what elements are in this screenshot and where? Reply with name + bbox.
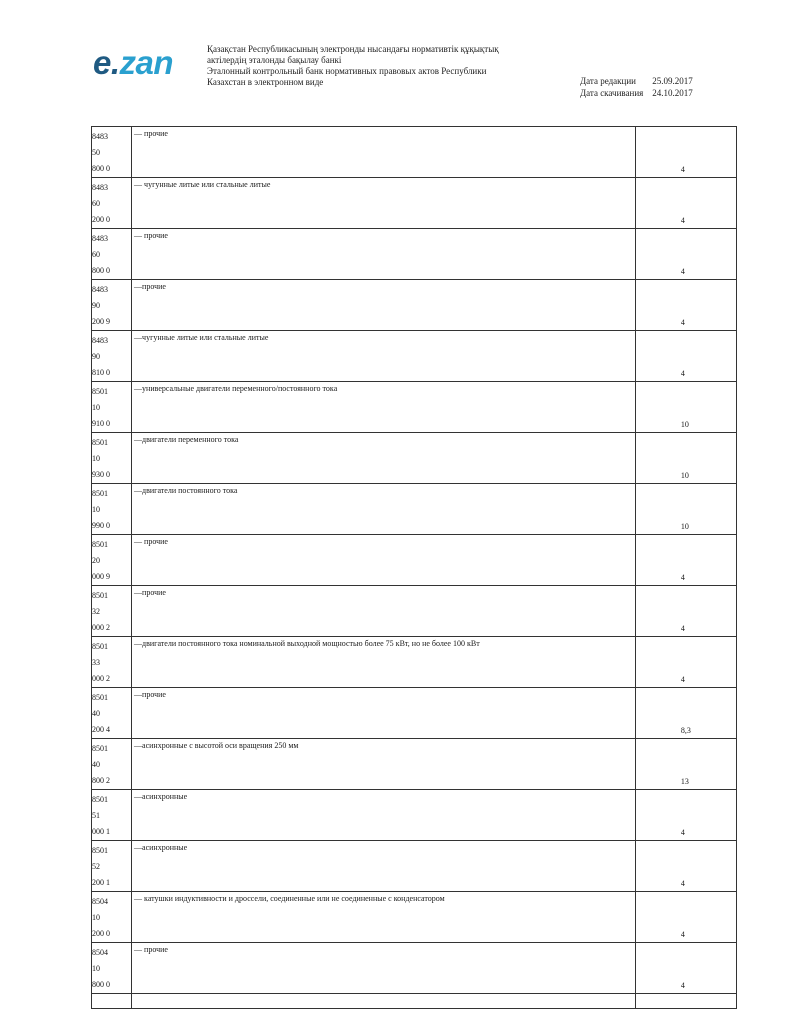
description-cell: [132, 739, 636, 790]
empty-cell: [132, 994, 636, 1009]
empty-cell: [92, 994, 132, 1009]
code-part: 40: [92, 709, 100, 718]
rate-cell: [635, 841, 736, 892]
code-part: 8483: [92, 234, 108, 243]
table-row: [92, 229, 737, 280]
table-row: [92, 280, 737, 331]
code-part: 000 9: [92, 572, 110, 581]
code-part: 800 0: [92, 266, 110, 275]
tn-ved-code: [92, 588, 131, 636]
code-part: 8483: [92, 285, 108, 294]
table-row: [92, 178, 737, 229]
tn-ved-code: [92, 486, 131, 534]
table-row: [92, 892, 737, 943]
code-part: 200 9: [92, 317, 110, 326]
code-cell: [92, 229, 132, 280]
code-cell: [92, 688, 132, 739]
rate-value: 4: [680, 879, 685, 888]
tn-ved-code: [92, 945, 131, 993]
code-part: 8504: [92, 948, 108, 957]
description-text: —прочие: [134, 690, 166, 699]
rate-cell: [635, 127, 736, 178]
table-row: [92, 484, 737, 535]
code-part: 40: [92, 760, 100, 769]
code-part: 800 0: [92, 980, 110, 989]
code-cell: [92, 586, 132, 637]
code-cell: [92, 535, 132, 586]
description-text: — прочие: [134, 945, 168, 954]
header-line-1: Қазақстан Республикасының электронды нысандағы нормативтік құқықтық: [207, 44, 499, 54]
table-row: [92, 943, 737, 994]
tn-ved-code: [92, 384, 131, 432]
code-part: 10: [92, 913, 100, 922]
tn-ved-code: [92, 741, 131, 789]
code-cell: [92, 280, 132, 331]
description-cell: [132, 943, 636, 994]
description-text: — прочие: [134, 129, 168, 138]
description-cell: [132, 535, 636, 586]
code-part: 90: [92, 352, 100, 361]
rate-cell: [635, 637, 736, 688]
table-row: [92, 382, 737, 433]
code-part: 8501: [92, 642, 108, 651]
description-cell: [132, 229, 636, 280]
code-cell: [92, 331, 132, 382]
code-part: 51: [92, 811, 100, 820]
table-row: [92, 127, 737, 178]
code-part: 8483: [92, 336, 108, 345]
code-cell: [92, 892, 132, 943]
ezan-logo: [93, 46, 173, 79]
code-part: 8504: [92, 897, 108, 906]
code-cell: [92, 382, 132, 433]
table-row: [92, 331, 737, 382]
rate-value: 8,3: [680, 726, 691, 735]
rate-value: 4: [680, 369, 685, 378]
code-part: 000 1: [92, 827, 110, 836]
rate-cell: [635, 739, 736, 790]
description-text: —двигатели постоянного тока: [134, 486, 238, 495]
tn-ved-code: [92, 282, 131, 330]
tn-ved-code: [92, 639, 131, 687]
rate-value: 4: [680, 318, 685, 327]
code-part: 8501: [92, 795, 108, 804]
rate-value: 4: [680, 165, 685, 174]
rate-cell: [635, 688, 736, 739]
description-cell: [132, 637, 636, 688]
download-date-value: 24.10.2017: [652, 88, 693, 98]
code-part: 60: [92, 199, 100, 208]
tn-ved-code: [92, 180, 131, 228]
rate-value: 13: [680, 777, 689, 786]
tn-ved-code: [92, 843, 131, 891]
description-text: — прочие: [134, 231, 168, 240]
code-part: 52: [92, 862, 100, 871]
code-part: 10: [92, 454, 100, 463]
description-text: —прочие: [134, 588, 166, 597]
code-cell: [92, 127, 132, 178]
rate-cell: [635, 892, 736, 943]
description-text: —двигатели постоянного тока номинальной выходной мощностью более 75 кВт, но не более 100 кВт: [134, 639, 480, 648]
code-part: 200 0: [92, 929, 110, 938]
tn-ved-code: [92, 894, 131, 942]
description-text: —асинхронные с высотой оси вращения 250 мм: [134, 741, 299, 750]
rate-cell: [635, 586, 736, 637]
code-part: 33: [92, 658, 100, 667]
code-part: 910 0: [92, 419, 110, 428]
description-cell: [132, 127, 636, 178]
rate-value: 10: [680, 420, 689, 429]
code-part: 8501: [92, 387, 108, 396]
rate-value: 10: [680, 522, 689, 531]
tn-ved-code: [92, 792, 131, 840]
empty-row: [92, 994, 737, 1009]
code-part: 810 0: [92, 368, 110, 377]
rate-cell: [635, 484, 736, 535]
logo-e: e: [93, 44, 111, 81]
tn-ved-code: [92, 231, 131, 279]
edit-date-value: 25.09.2017: [652, 76, 693, 86]
description-text: —асинхронные: [134, 792, 188, 801]
table-row: [92, 586, 737, 637]
code-part: 8483: [92, 132, 108, 141]
rate-value: 4: [680, 216, 685, 225]
edit-date-label: Дата редакции: [580, 76, 636, 86]
code-part: 200 4: [92, 725, 110, 734]
code-part: 8501: [92, 693, 108, 702]
code-part: 60: [92, 250, 100, 259]
header-text: [207, 44, 499, 88]
code-part: 20: [92, 556, 100, 565]
code-part: 10: [92, 403, 100, 412]
code-part: 10: [92, 964, 100, 973]
code-part: 800 2: [92, 776, 110, 785]
description-cell: [132, 178, 636, 229]
code-cell: [92, 790, 132, 841]
download-date-row: [580, 87, 693, 99]
code-part: 8501: [92, 438, 108, 447]
tn-ved-code: [92, 690, 131, 738]
rate-value: 4: [680, 981, 685, 990]
rate-value: 4: [680, 930, 685, 939]
header-line-3: Эталонный контрольный банк нормативных правовых актов Республики: [207, 66, 487, 76]
description-text: —универсальные двигатели переменного/постоянного тока: [134, 384, 338, 393]
description-cell: [132, 280, 636, 331]
rate-cell: [635, 178, 736, 229]
rate-cell: [635, 433, 736, 484]
code-part: 50: [92, 148, 100, 157]
rate-cell: [635, 280, 736, 331]
table-row: [92, 790, 737, 841]
code-part: 200 1: [92, 878, 110, 887]
description-text: —двигатели переменного тока: [134, 435, 239, 444]
tariff-table-body: [92, 127, 737, 1009]
download-date-label: Дата скачивания: [580, 88, 644, 98]
tn-ved-code: [92, 537, 131, 585]
code-part: 800 0: [92, 164, 110, 173]
table-row: [92, 535, 737, 586]
description-text: — катушки индуктивности и дроссели, соединенные или не соединенные с конденсатором: [134, 894, 445, 903]
edit-date-row: [580, 75, 693, 87]
tn-ved-code: [92, 333, 131, 381]
logo-zan: zan: [119, 44, 174, 81]
description-text: — чугунные литые или стальные литые: [134, 180, 271, 189]
rate-value: 4: [680, 675, 685, 684]
description-cell: [132, 841, 636, 892]
description-cell: [132, 484, 636, 535]
code-part: 8501: [92, 591, 108, 600]
rate-cell: [635, 943, 736, 994]
description-cell: [132, 433, 636, 484]
description-cell: [132, 382, 636, 433]
description-text: —прочие: [134, 282, 166, 291]
rate-cell: [635, 229, 736, 280]
code-part: 8501: [92, 846, 108, 855]
description-text: —чугунные литые или стальные литые: [134, 333, 269, 342]
rate-cell: [635, 535, 736, 586]
code-cell: [92, 433, 132, 484]
rate-cell: [635, 382, 736, 433]
description-text: — прочие: [134, 537, 168, 546]
description-cell: [132, 688, 636, 739]
code-part: 8501: [92, 489, 108, 498]
table-row: [92, 433, 737, 484]
table-row: [92, 841, 737, 892]
code-part: 8501: [92, 744, 108, 753]
tn-ved-code: [92, 435, 131, 483]
code-part: 200 0: [92, 215, 110, 224]
code-part: 32: [92, 607, 100, 616]
code-part: 000 2: [92, 674, 110, 683]
code-cell: [92, 739, 132, 790]
code-part: 8501: [92, 540, 108, 549]
rate-value: 4: [680, 624, 685, 633]
description-text: —асинхронные: [134, 843, 188, 852]
code-cell: [92, 484, 132, 535]
table-row: [92, 688, 737, 739]
code-part: 990 0: [92, 521, 110, 530]
code-part: 10: [92, 505, 100, 514]
code-cell: [92, 943, 132, 994]
rate-cell: [635, 331, 736, 382]
header-line-4: Казахстан в электронном виде: [207, 77, 324, 87]
description-cell: [132, 790, 636, 841]
code-cell: [92, 637, 132, 688]
rate-value: 4: [680, 573, 685, 582]
code-part: 000 2: [92, 623, 110, 632]
header-dates: [580, 75, 693, 99]
rate-value: 4: [680, 267, 685, 276]
code-part: 8483: [92, 183, 108, 192]
tariff-table: [91, 126, 737, 1009]
table-row: [92, 739, 737, 790]
code-cell: [92, 841, 132, 892]
header-line-2: актілердің эталонды бақылау банкі: [207, 55, 342, 65]
description-cell: [132, 892, 636, 943]
code-part: 90: [92, 301, 100, 310]
tn-ved-code: [92, 129, 131, 177]
rate-value: 4: [680, 828, 685, 837]
rate-value: 10: [680, 471, 689, 480]
empty-cell: [635, 994, 736, 1009]
logo-dot: .: [110, 44, 120, 81]
table-row: [92, 637, 737, 688]
description-cell: [132, 331, 636, 382]
description-cell: [132, 586, 636, 637]
code-part: 930 0: [92, 470, 110, 479]
rate-cell: [635, 790, 736, 841]
code-cell: [92, 178, 132, 229]
